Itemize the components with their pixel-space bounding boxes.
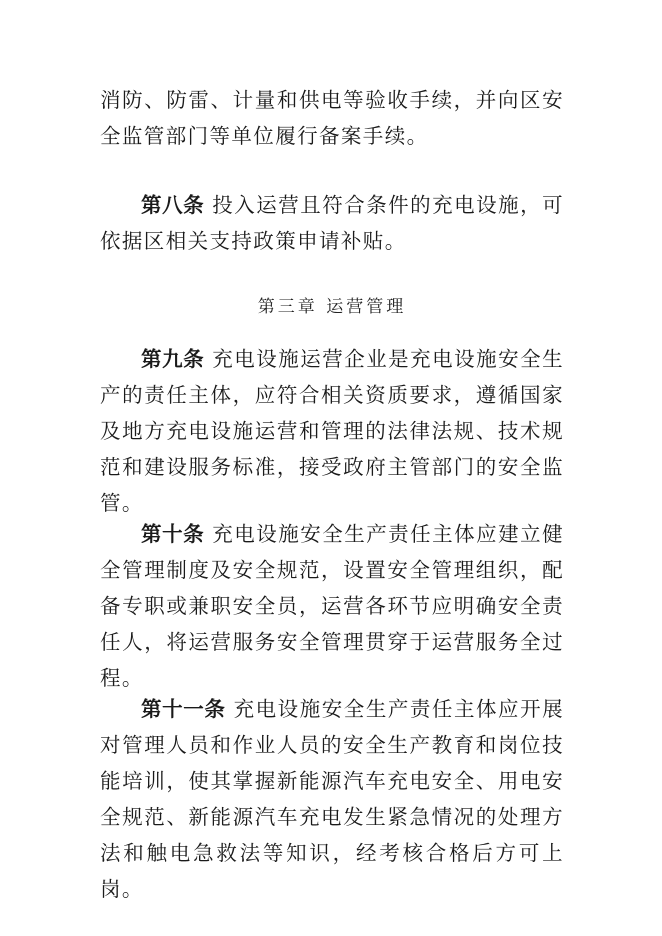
article-9 [100,341,564,521]
article-8 [100,187,564,259]
article-10 [100,516,564,696]
article-number: 第十一条 [141,697,226,721]
article-text: 充电设施安全生产责任主体应开展对管理人员和作业人员的安全生产教育和岗位技能培训，使其掌握新能源汽车充电安全、用电安全规范、新能源汽车充电发生紧急情况的处理方法和触电急救法等知识，经考核合格后方可上岗。 [100,697,565,901]
chapter-title: 第三章 运营管理 [257,297,407,317]
article-11 [100,691,564,907]
article-text: 充电设施安全生产责任主体应建立健全管理制度及安全规范，设置安全管理组织，配备专职或兼职安全员，运营各环节应明确安全责任人，将运营服务安全管理贯穿于运营服务全过程。 [100,522,565,690]
intro-paragraph: 消防、防雷、计量和供电等验收手续，并向区安全监管部门等单位履行备案手续。 [100,88,564,148]
article-number: 第九条 [141,347,205,371]
article-number: 第八条 [141,193,205,217]
article-text: 充电设施运营企业是充电设施安全生产的责任主体，应符合相关资质要求，遵循国家及地方充电设施运营和管理的法律法规、技术规范和建设服务标准，接受政府主管部门的安全监管。 [100,347,565,515]
article-text: 投入运营且符合条件的充电设施，可依据区相关支持政策申请补贴。 [100,193,565,253]
article-number: 第十条 [141,522,205,546]
